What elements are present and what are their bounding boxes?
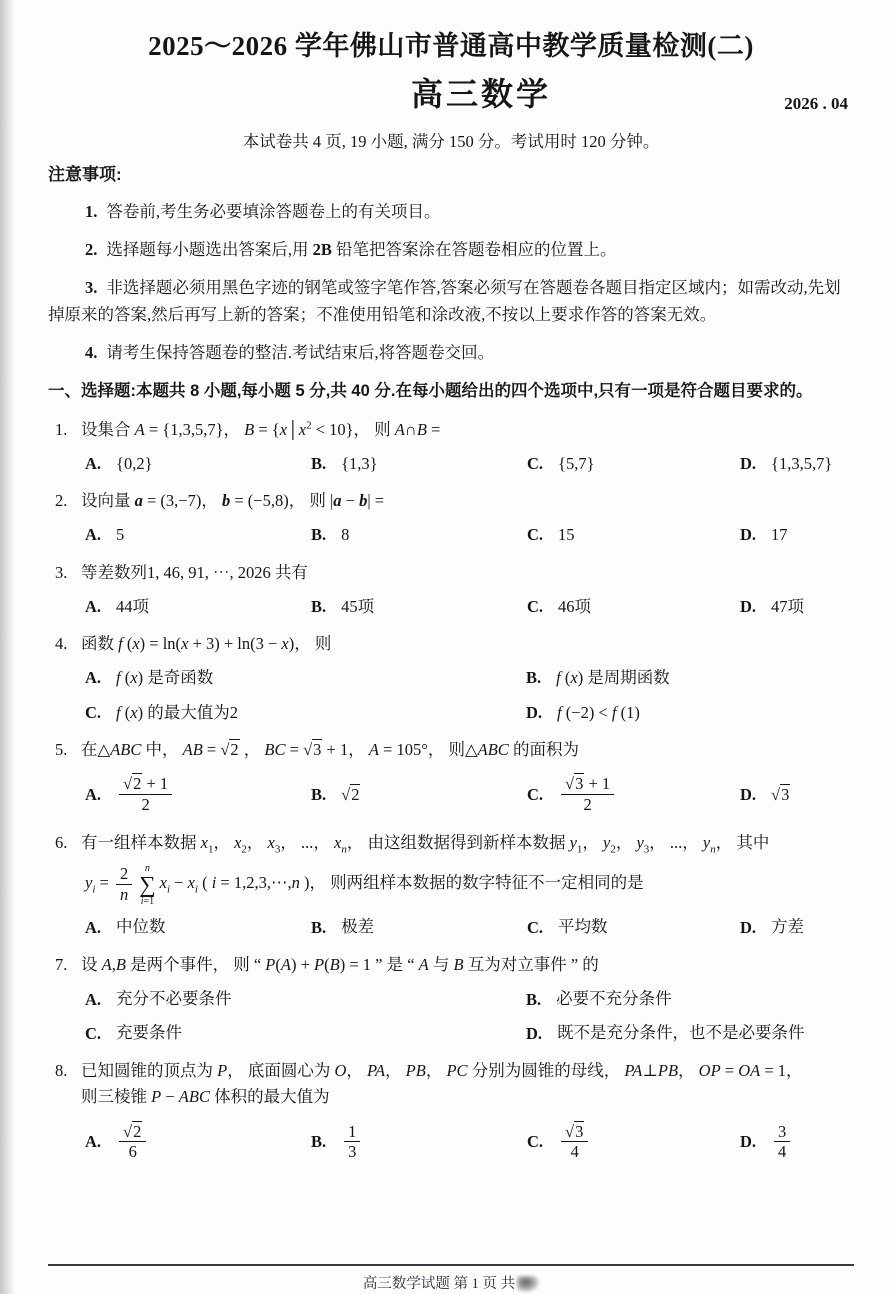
page-footer [48,1264,854,1294]
option-value: f (x) 是周期函数 [556,668,670,688]
option-value: 47项 [771,596,805,616]
footer-rule [48,1264,854,1266]
question-number: 5. [55,739,68,759]
scan-edge-shadow [0,0,15,1294]
option-label: B. [311,784,327,804]
option-d [526,701,854,724]
option-label: A. [85,525,102,545]
option-d [740,783,854,806]
option-value: √2 [341,784,360,804]
option-label: B. [311,918,327,938]
option-a [85,452,311,475]
option-b [311,523,527,546]
options-row [85,772,854,817]
question-stem: 函数 f (x) = ln(x + 3) + ln(3 − x)， 则 [81,634,332,654]
notice-item-2: 2. 选择题每小题选出答案后,用 2B 铅笔把答案涂在答题卷相应的位置上。 [85,240,617,260]
option-value: 45项 [341,596,375,616]
notice-heading: 注意事项: [48,164,122,184]
option-label: C. [527,784,544,804]
option-value: 充要条件 [116,1023,183,1042]
option-label: C. [527,596,544,616]
question-3 [48,560,854,618]
option-label: C. [527,918,544,938]
notice-item-4: 4. 请考生保持答题卷的整洁.考试结束后,将答题卷交回。 [85,343,495,363]
question-formula: $y_i$ = $\frac{2}{n}$ n ∑ i=1 $x_i - x_i$ ( i = 1,2,3,⋯,n )， 则两组样本数据的数字特征不一定相同的是 [85,862,644,907]
option-value: $\frac{3}{4}$ [771,1120,793,1165]
question-stem: 等差数列1, 46, 91, ⋯, 2026 共有 [81,562,308,582]
option-c [527,916,740,939]
option-label: C. [527,525,544,545]
option-value: 极差 [341,918,375,937]
option-value: {0,2} [116,453,153,473]
option-a [85,1120,311,1165]
option-label: D. [740,525,757,545]
options-grid [85,666,854,723]
option-d [740,595,854,618]
options-row [85,595,854,618]
option-value: $\frac{√3 + 1}{2}$ [558,772,617,817]
option-c [527,772,740,817]
option-c [527,523,740,546]
option-label: A. [85,918,102,938]
options-row [85,523,854,546]
option-label: D. [526,1023,543,1043]
question-number: 8. [55,1060,68,1080]
option-value: $\frac{1}{3}$ [341,1120,363,1165]
option-b [311,452,527,475]
option-c [527,595,740,618]
question-number: 1. [55,419,68,439]
option-label: B. [526,989,542,1009]
option-label: A. [85,596,102,616]
question-5 [48,737,854,817]
option-value: 方差 [771,918,805,937]
question-stem: 有一组样本数据 $x_1$， $x_2$， $x_3$， ...， $x_n$， 由这组数据得到新样本数据 $y_1$， $y_2$， $y_3$， ...， $y_n$， 其中 [81,832,770,855]
question-number: 2. [55,491,68,511]
option-label: D. [740,596,757,616]
option-value: 46项 [558,596,592,616]
option-value: 平均数 [558,918,608,937]
option-label: C. [527,453,544,473]
subject-row [48,72,854,120]
option-c [85,1022,526,1045]
option-label: A. [85,453,102,473]
option-a [85,666,526,689]
option-a [85,916,311,939]
options-row [85,452,854,475]
option-label: A. [85,784,102,804]
option-label: B. [311,596,327,616]
option-label: C. [85,1023,102,1043]
paper-subject: 高三数学 [410,75,551,112]
option-value: 44项 [116,596,150,616]
notice-item-3: 3. 非选择题必须用黑色字迹的钢笔或签字笔作答,答案必须写在答题卷各题目指定区域内；如需改动,先划掉原来的答案,然后再写上新的答案；不准使用铅笔和涂改液,不按以上要求作答的答案无效。 [48,278,841,324]
option-value: $\frac{√2}{6}$ [116,1120,149,1165]
option-d [740,523,854,546]
option-d [740,1120,854,1165]
option-c [527,1120,740,1165]
paper-date: 2026 . 04 [784,94,848,113]
question-7 [48,952,854,1045]
option-c [85,701,526,724]
scan-smudge [517,1276,539,1292]
option-label: B. [311,1132,327,1152]
question-number: 3. [55,562,68,582]
option-value: $\frac{√3}{4}$ [558,1120,591,1165]
option-a [85,595,311,618]
question-stem: 设向量 a = (3,−7)， b = (−5,8)， 则 |a − b| = [81,491,385,511]
section-1-heading: 一、选择题:本题共 8 小题,每小题 5 分,共 40 分.在每小题给出的四个选项中,只有一项是符合题目要求的。 [48,381,813,400]
question-4 [48,631,854,724]
option-label: A. [85,668,102,688]
option-b [311,916,527,939]
footer-page-label-wrap [48,1274,854,1294]
option-label: C. [527,1132,544,1152]
option-value: 既不是充分条件，也不是必要条件 [557,1023,805,1042]
option-d [740,916,854,939]
question-number: 7. [55,955,68,975]
option-value: √3 [771,784,790,804]
option-label: D. [740,784,757,804]
question-stem: 在△ABC 中， AB = √2 ， BC = √3 + 1， A = 105°， 则△ABC 的面积为 [81,739,579,759]
option-d [526,1022,854,1045]
option-label: B. [311,525,327,545]
option-value: 中位数 [116,918,166,937]
options-row [85,916,854,939]
option-label: B. [311,453,327,473]
option-d [740,452,854,475]
option-value: {5,7} [558,453,595,473]
option-label: A. [85,989,102,1009]
option-a [85,988,526,1011]
option-value: {1,3,5,7} [771,453,833,473]
option-value: 必要不充分条件 [556,989,672,1008]
question-stem: 设 A,B 是两个事件， 则 “ P(A) + P(B) = 1 ” 是 “ A 与 B 互为对立事件 ” 的 [81,955,599,975]
option-value: 8 [341,525,350,545]
question-1 [48,417,854,475]
option-label: A. [85,1132,102,1152]
question-stem: 设集合 A = {1,3,5,7}， $B = \{x│x^2 < 10\}$， 则 A∩B = [81,419,441,439]
option-value: 5 [116,525,125,545]
option-value: f (x) 是奇函数 [116,668,214,688]
option-b [311,783,527,806]
option-c [527,452,740,475]
option-a [85,772,311,817]
footer-page-label: 高三数学试题 第 1 页 共 [362,1275,516,1292]
options-grid [85,988,854,1045]
options-row [85,1120,854,1165]
option-value: f (x) 的最大值为2 [116,702,238,722]
option-value: 17 [771,525,788,545]
option-value: 15 [558,525,575,545]
option-b [311,1120,527,1165]
question-6 [48,830,854,940]
paper-info: 本试卷共 4 页, 19 小题, 满分 150 分。考试用时 120 分钟。 [242,131,660,151]
question-number: 4. [55,634,68,654]
option-b [526,988,854,1011]
option-b [311,595,527,618]
option-value: $\frac{√2 + 1}{2}$ [116,772,175,817]
option-label: D. [740,453,757,473]
question-number: 6. [55,832,68,852]
question-stem: 已知圆锥的顶点为 P， 底面圆心为 O， PA， PB， PC 分别为圆锥的母线， PA⊥PB， OP = OA = 1， 则三棱锥 P − ABC 体积的最大值为 [81,1060,803,1107]
option-label: C. [85,702,102,722]
option-value: f (−2) < f (1) [557,702,640,722]
option-label: D. [526,702,543,722]
paper-title: 2025～2026 学年佛山市普通高中教学质量检测(二) [148,31,754,61]
option-b [526,666,854,689]
option-a [85,523,311,546]
notice-item-1: 1. 答卷前,考生务必要填涂答题卷上的有关项目。 [85,201,441,221]
question-2 [48,488,854,546]
option-value: 充分不必要条件 [116,989,232,1008]
option-label: D. [740,918,757,938]
option-value: {1,3} [341,453,378,473]
option-label: B. [526,668,542,688]
question-8 [48,1058,854,1164]
option-label: D. [740,1132,757,1152]
